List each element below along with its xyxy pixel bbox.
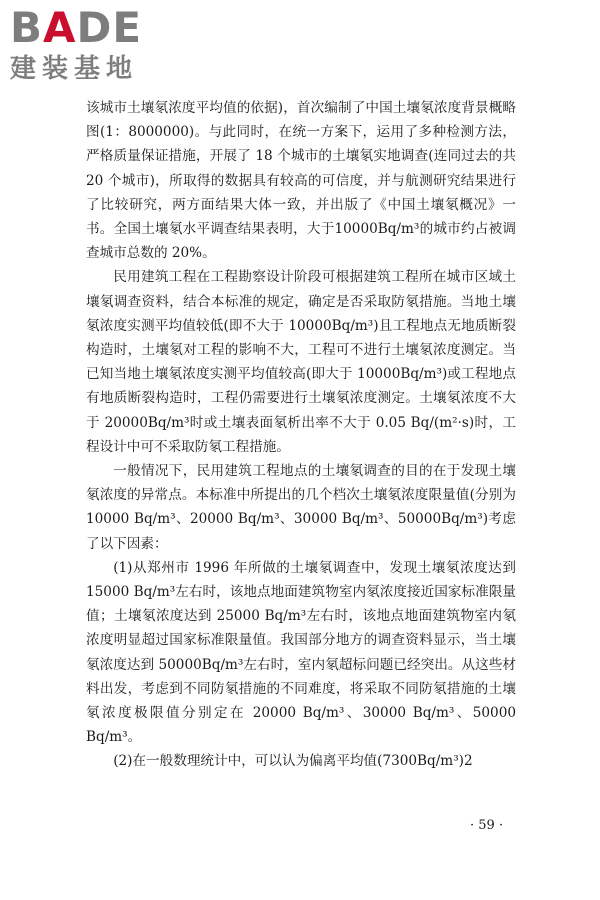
paragraph: 民用建筑工程在工程勘察设计阶段可根据建筑工程所在城市区域土壤氡调查资料，结合本标准的规定，确定是否采取防氡措施。当地土壤氡浓度实测平均值较低(即不大于 10000Bq/m³)且工程地点无地质断裂构造时，土壤氡对工程的影响不大，工程可不进行土壤氡浓度测定。当已知当地土壤氡浓度实测平均值较高(即大于 10000Bq/m³)或工程地点有地质断裂构造时，工程仍需要进行土壤氡浓度测定。土壤氡浓度不大于 20000Bq/m³时或土壤表面氡析出率不大于 0.05 Bq/(m²·s)时，工程设计中可不采取防氡工程措施。	[86, 269, 516, 455]
paragraph: (1)从郑州市 1996 年所做的土壤氡调查中，发现土壤氡浓度达到 15000 Bq/m³左右时，该地点地面建筑物室内氡浓度接近国家标准限量值；土壤氡浓度达到 25000 Bq/m³左右时，该地点地面建筑物室内氡浓度明显超过国家标准限量值。我国部分地方的调查资料显示，当土壤氡浓度达到 50000Bq/m³左右时，室内氡超标问题已经突出。从这些材料出发，考虑到不同防氡措施的不同难度，将采取不同防氡措施的土壤氡浓度极限值分别定在 20000 Bq/m³、30000 Bq/m³、50000 Bq/m³。	[86, 559, 516, 746]
page-body	[86, 96, 516, 774]
paragraph: 该城市土壤氡浓度平均值的依据)，首次编制了中国土壤氡浓度背景概略图(1：8000000)。与此同时，在统一方案下，运用了多种检测方法，严格质量保证措施，开展了 18 个城市的土壤氡实地调查(连同过去的共 20 个城市)，所取得的数据具有较高的可信度，并与航测研究结果进行了比较研究，两方面结果大体一致，并出版了《中国土壤氡概况》一书。全国土壤氡水平调查结果表明，大于10000Bq/m³的城市约占被调查城市总数的 20%。	[86, 100, 516, 262]
paragraph: 一般情况下，民用建筑工程地点的土壤氡调查的目的在于发现土壤氡浓度的异常点。本标准中所提出的几个档次土壤氡浓度限量值(分别为 10000 Bq/m³、20000 Bq/m³、30000 Bq/m³、50000Bq/m³)考虑了以下因素：	[86, 463, 516, 552]
brand-logo	[10, 3, 180, 84]
paragraph: (2)在一般数理统计中，可以认为偏离平均值(7300Bq/m³)2	[113, 753, 473, 770]
page-number: · 59 ·	[470, 818, 504, 833]
logo-subtitle: 建装基地	[10, 54, 139, 84]
logo-wordmark: BADE	[10, 3, 143, 52]
